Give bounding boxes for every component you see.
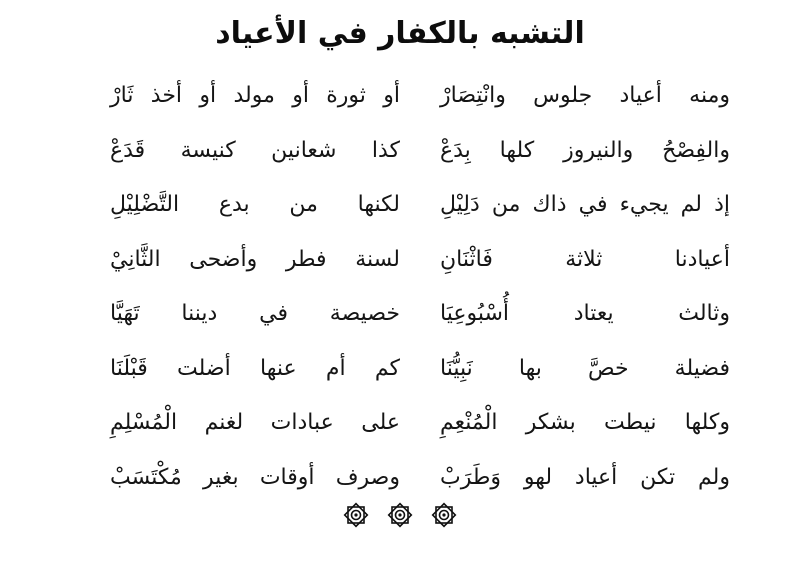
verse [110, 78, 730, 133]
verse-second-hemistich: على عبادات لغنم الْمُسْلِمِ [110, 410, 400, 435]
ornament-icon [341, 500, 371, 530]
verse-second-hemistich: لسنة فطر وأضحى الثَّانِيْ [110, 246, 400, 272]
verse-second-hemistich: كذا شعانين كنيسة قَدَعْ [110, 137, 400, 163]
verse [110, 242, 730, 297]
verse-second-hemistich: وصرف أوقات بغير مُكْتَسَبْ [110, 464, 400, 490]
page-title: التشبه بالكفار في الأعياد [215, 16, 585, 51]
ornament-row [0, 500, 800, 530]
verse-second-hemistich: خصيصة في ديننا تَهَيَّا [110, 301, 400, 326]
poem [110, 78, 730, 514]
verse [110, 405, 730, 460]
verse-first-hemistich: وثالث يعتاد أُسْبُوعِيَا [440, 301, 730, 326]
verse [110, 351, 730, 406]
verse-first-hemistich: والفِصْحُ والنيروز كلها بِدَعْ [440, 137, 730, 163]
verse-second-hemistich: لكنها من بدع التَّضْلِيْلِ [110, 192, 400, 217]
verse [110, 187, 730, 242]
verse-first-hemistich: أعيادنا ثلاثة فَاثْنَانِ [440, 246, 730, 272]
ornament-icon [385, 500, 415, 530]
ornament-icon [429, 500, 459, 530]
verse-first-hemistich: ولم تكن أعياد لهو وَطَرَبْ [440, 464, 730, 490]
verse-first-hemistich: فضيلة خصَّ بها نَبِيُّنَا [440, 355, 730, 381]
verse-second-hemistich: أو ثورة أو مولد أو أخذ ثَارْ [110, 83, 400, 108]
verse-second-hemistich: كم أم عنها أضلت قَبْلَنَا [110, 355, 400, 381]
verse [110, 133, 730, 188]
verse [110, 296, 730, 351]
verse-first-hemistich: وكلها نيطت بشكر الْمُنْعِمِ [440, 410, 730, 435]
verse-first-hemistich: إذ لم يجيء في ذاك من دَلِيْلِ [440, 192, 730, 217]
verse-first-hemistich: ومنه أعياد جلوس وانْتِصَارْ [440, 83, 730, 108]
